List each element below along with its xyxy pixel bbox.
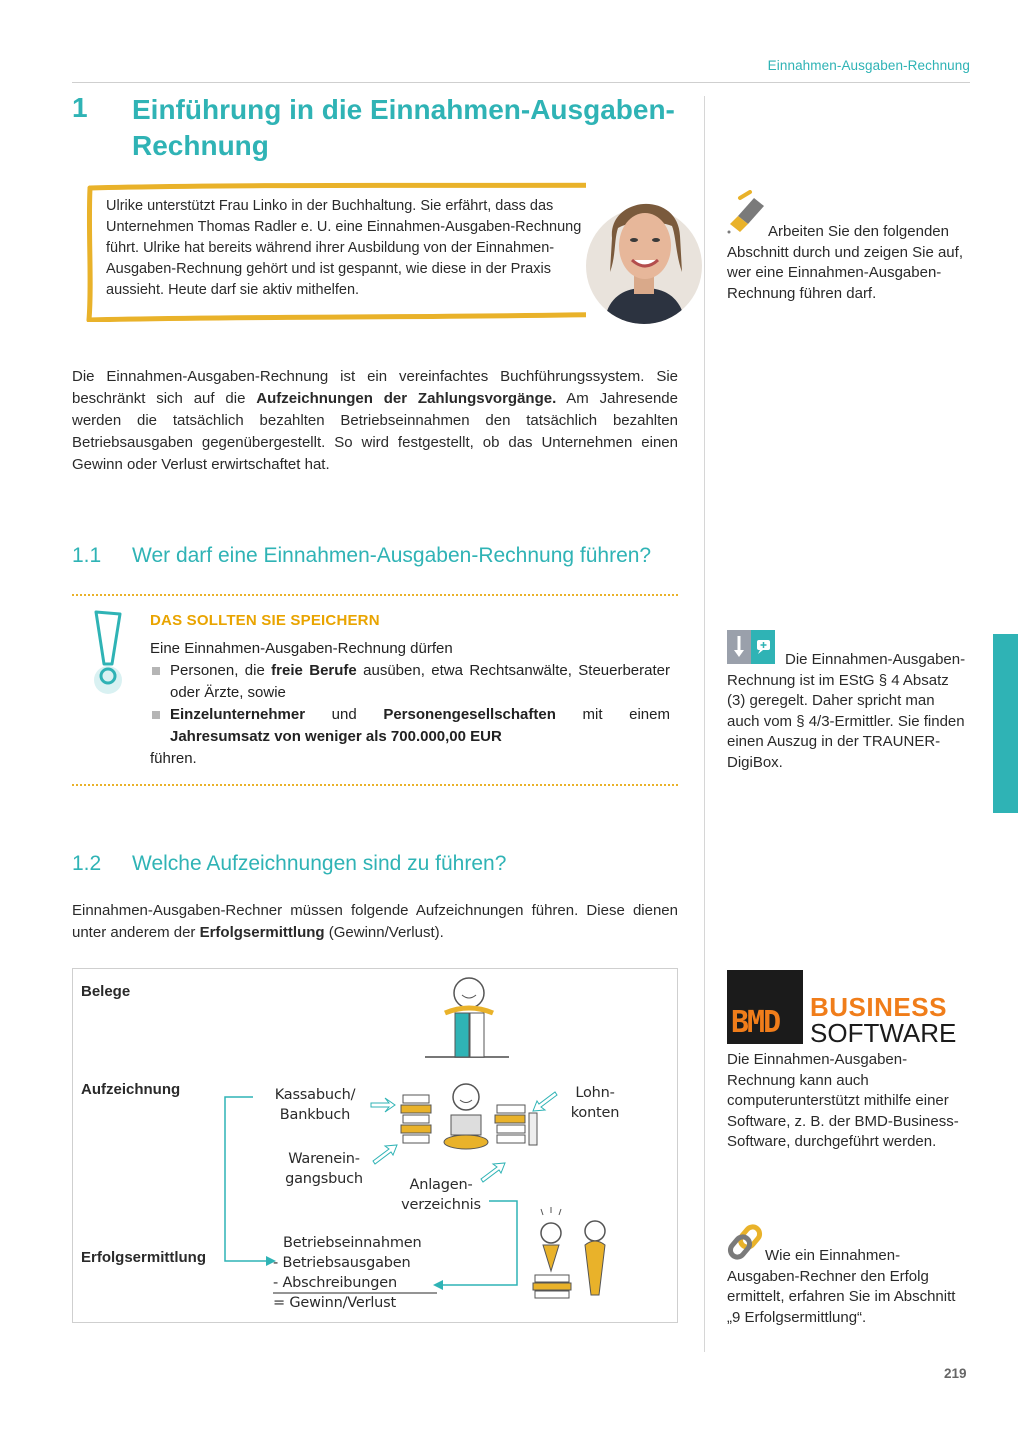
story-text: Ulrike unterstützt Frau Linko in der Buchhaltung. Sie erfährt, dass das Unternehmen Thomas Radler e. U. eine Einnahmen-Ausgaben-Rechnung führt. Ulrike hat bereits während ihrer Ausbildung von der Einnahmen-Ausgaben-Rechnung gehört und ist gespannt, wie diese in der Praxis aussieht. Heute darf sie aktiv mithelfen. — [106, 198, 582, 298]
bold-text: Erfolgsermittlung — [199, 924, 325, 941]
arrow-head — [433, 1280, 443, 1290]
bullet-square — [152, 711, 160, 719]
lohnkonten-label — [565, 1083, 625, 1123]
text: Anlagen- — [409, 1177, 473, 1193]
column-divider — [704, 96, 705, 1352]
bold-text: Einzelunternehmer — [170, 706, 306, 723]
records-diagram — [72, 968, 678, 1323]
bmd-logo-letters: BMD — [731, 1005, 780, 1040]
text: (Gewinn/Verlust). — [324, 924, 444, 941]
bold-text: Jahresumsatz von weniger als 700.000,00 EUR — [170, 728, 502, 745]
header-divider — [72, 82, 970, 83]
bmd-logo-business: BUSINESS — [810, 992, 947, 1022]
dotted-divider — [72, 594, 678, 596]
section-title: Wer darf eine Einnahmen-Ausgaben-Rechnung führen? — [132, 544, 652, 567]
running-header: Einnahmen-Ausgaben-Rechnung — [767, 58, 970, 73]
intro-text-2: Am Jahresende werden die tatsächlich bezahlten Betriebseinnahmen den tatsächlich bezahlten Betriebsausgaben gegenübergestellt. So wird festgestellt, ob das Unternehmen einen Gewinn oder Verlust erwirtschaftet hat. — [72, 390, 678, 473]
diagram-label-aufzeichnung: Aufzeichnung — [81, 1081, 181, 1098]
arrow-icon — [371, 1098, 395, 1112]
text: und — [305, 706, 384, 723]
figure-with-binders-icon — [425, 978, 509, 1057]
diagram-label-erfolgsermittlung: Erfolgsermittlung — [81, 1249, 207, 1266]
chapter-thumb-tab — [993, 634, 1018, 813]
figure-with-laptop-icon — [401, 1084, 537, 1149]
anlagenverzeichnis-label — [395, 1175, 487, 1215]
intro-paragraph — [72, 366, 678, 476]
chapter-title — [132, 92, 692, 164]
cross-reference-note: Wie ein Einnahmen-Ausgaben-Rechner den Erfolg ermittelt, erfahren Sie im Abschnitt „9 Erfolgsermittlung“. — [727, 1247, 956, 1326]
section-number: 1.2 — [72, 852, 102, 875]
bmd-logo-software: SOFTWARE — [810, 1018, 957, 1048]
digibox-note: Die Einnahmen-Ausgaben-Rechnung ist im EStG § 4 Absatz (3) geregelt. Daher spricht man auch vom § 4/3-Ermittler. Sie finden einen Auszug in der TRAUNER-DigiBox. — [727, 651, 966, 771]
memo-heading: DAS SOLLTEN SIE SPEICHERN — [150, 612, 380, 629]
text: verzeichnis — [401, 1197, 481, 1213]
text: Bankbuch — [279, 1107, 351, 1123]
wareneingangsbuch-label — [279, 1149, 369, 1189]
calc-line: Betriebseinnahmen — [283, 1235, 422, 1251]
text: Einnahmen-Ausgaben-Rechner müssen folgende Aufzeichnungen führen. Diese dienen unter anderem der — [72, 902, 678, 941]
intro-text-1: Die Einnahmen-Ausgaben-Rechnung ist ein vereinfachtes Buchführungssystem. Sie beschränkt sich auf die — [72, 368, 678, 407]
bullet-square — [152, 667, 160, 675]
dotted-divider — [72, 784, 678, 786]
text: Warenein- — [288, 1151, 360, 1167]
bold-text: Personengesellschaften — [383, 706, 556, 723]
memo-end: führen. — [150, 750, 197, 767]
success-figures-icon — [533, 1207, 605, 1298]
chapter-title-line2: Rechnung — [132, 130, 269, 161]
exclamation-icon — [88, 608, 132, 698]
text: konten — [570, 1105, 620, 1121]
memo-list — [150, 660, 670, 748]
text: Kassabuch/ — [274, 1087, 356, 1103]
text: mit einem — [555, 706, 670, 723]
section-paragraph — [72, 900, 678, 944]
calc-line: - Abschreibungen — [273, 1275, 397, 1291]
section-title: Welche Aufzeichnungen sind zu führen? — [132, 852, 507, 875]
woman-portrait-photo — [586, 176, 704, 326]
calc-line: = Gewinn/Verlust — [273, 1295, 397, 1311]
text: Personen, die — [170, 662, 272, 679]
task-instruction: Arbeiten Sie den folgenden Abschnitt durch und zeigen Sie auf, wer eine Einnahmen-Ausgaben-Rechnung führen darf. — [727, 223, 963, 302]
calc-line: - Betriebsausgaben — [273, 1255, 411, 1271]
text: ausüben, etwa Rechtsanwälte, Steuerberater oder Ärzte, sowie — [170, 662, 670, 701]
arrow-icon — [533, 1092, 557, 1111]
bold-text: freie Berufe — [271, 662, 357, 679]
list-item — [150, 704, 670, 748]
bmd-logo-mark — [727, 970, 803, 1044]
chapter-number: 1 — [72, 92, 88, 123]
diagram-label-belege: Belege — [81, 983, 131, 1000]
memo-intro: Eine Einnahmen-Ausgaben-Rechnung dürfen — [150, 640, 453, 657]
list-item — [150, 660, 670, 704]
section-number: 1.1 — [72, 544, 102, 567]
chapter-title-line1: Einführung in die Einnahmen-Ausgaben- — [132, 94, 675, 125]
page-number: 219 — [944, 1366, 967, 1381]
arrow-icon — [373, 1145, 397, 1164]
profit-calculation — [273, 1233, 421, 1313]
text: Lohn- — [575, 1085, 615, 1101]
intro-bold: Aufzeichnungen der Zahlungsvorgänge. — [256, 390, 557, 407]
bmd-note: Die Einnahmen-Ausgaben-Rechnung kann auch computerunterstützt mithilfe einer Software, z. B. der BMD-Business-Software, durchgeführt werden. — [727, 1051, 959, 1150]
text: gangsbuch — [285, 1171, 363, 1187]
kassabuch-label — [265, 1085, 365, 1125]
